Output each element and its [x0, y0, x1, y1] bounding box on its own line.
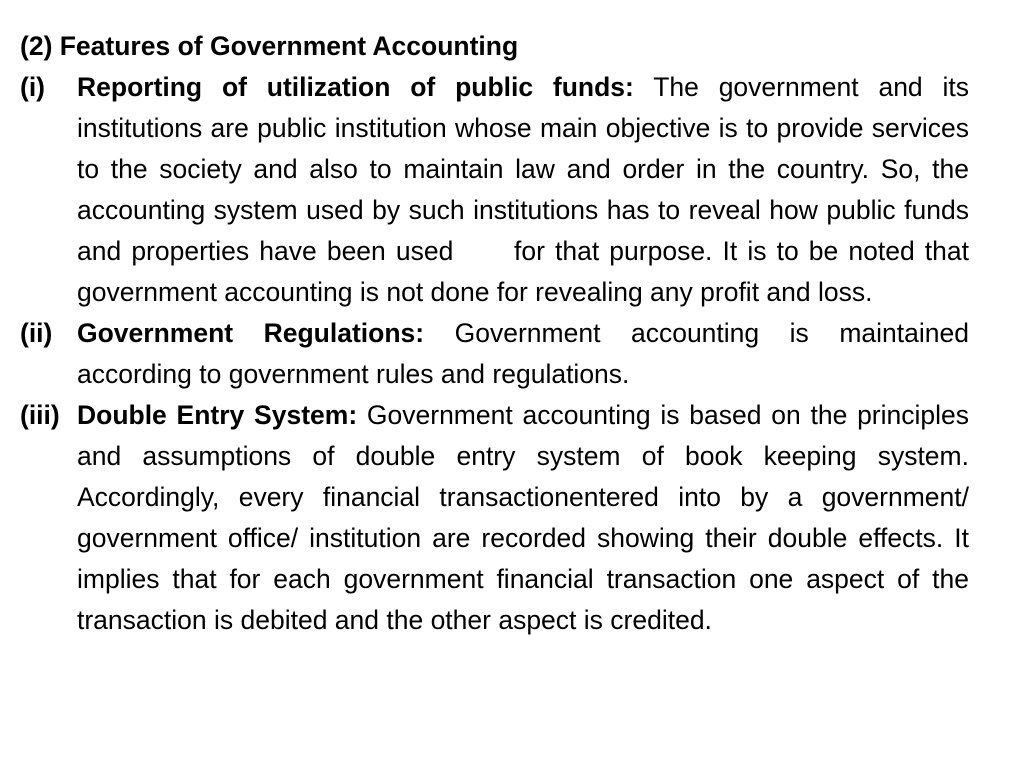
list-item-term: Double Entry System: [77, 400, 358, 430]
list-item-reporting [20, 67, 977, 313]
slide-heading: (2) Features of Government Accounting [20, 31, 519, 61]
list-item-body [77, 313, 969, 395]
list-item-term: Government Regulations: [77, 318, 425, 348]
list-item-body [77, 67, 977, 313]
list-item-term: Reporting of utilization of public funds: [77, 72, 634, 102]
list-item-double-entry [20, 395, 969, 641]
list-item-body [77, 395, 969, 641]
list-item-text: The government and its institutions are public institution whose main objective is to provide services to the society and also to maintain law and order in the country. So, the accounting system used by such institutions has to reveal how public funds and properties have been used for that purpose. It is to be noted that government accounting is not done for revealing any profit and loss. [77, 72, 977, 307]
list-item-number: (iii) [20, 400, 60, 430]
list-item-regulations [20, 313, 969, 395]
list-item-number: (i) [20, 72, 46, 102]
list-item-text: Government accounting is maintained according to government rules and regulations. [77, 318, 969, 389]
list-item-text: Government accounting is based on the principles and assumptions of double entry system of book keeping system. Accordingly, every financial transactionentered into by a government/ government office/ institution are recorded showing their double effects. It implies that for each government financial transaction one aspect of the transaction is debited and the other aspect is credited. [77, 400, 970, 635]
list-item-number: (ii) [20, 318, 53, 348]
